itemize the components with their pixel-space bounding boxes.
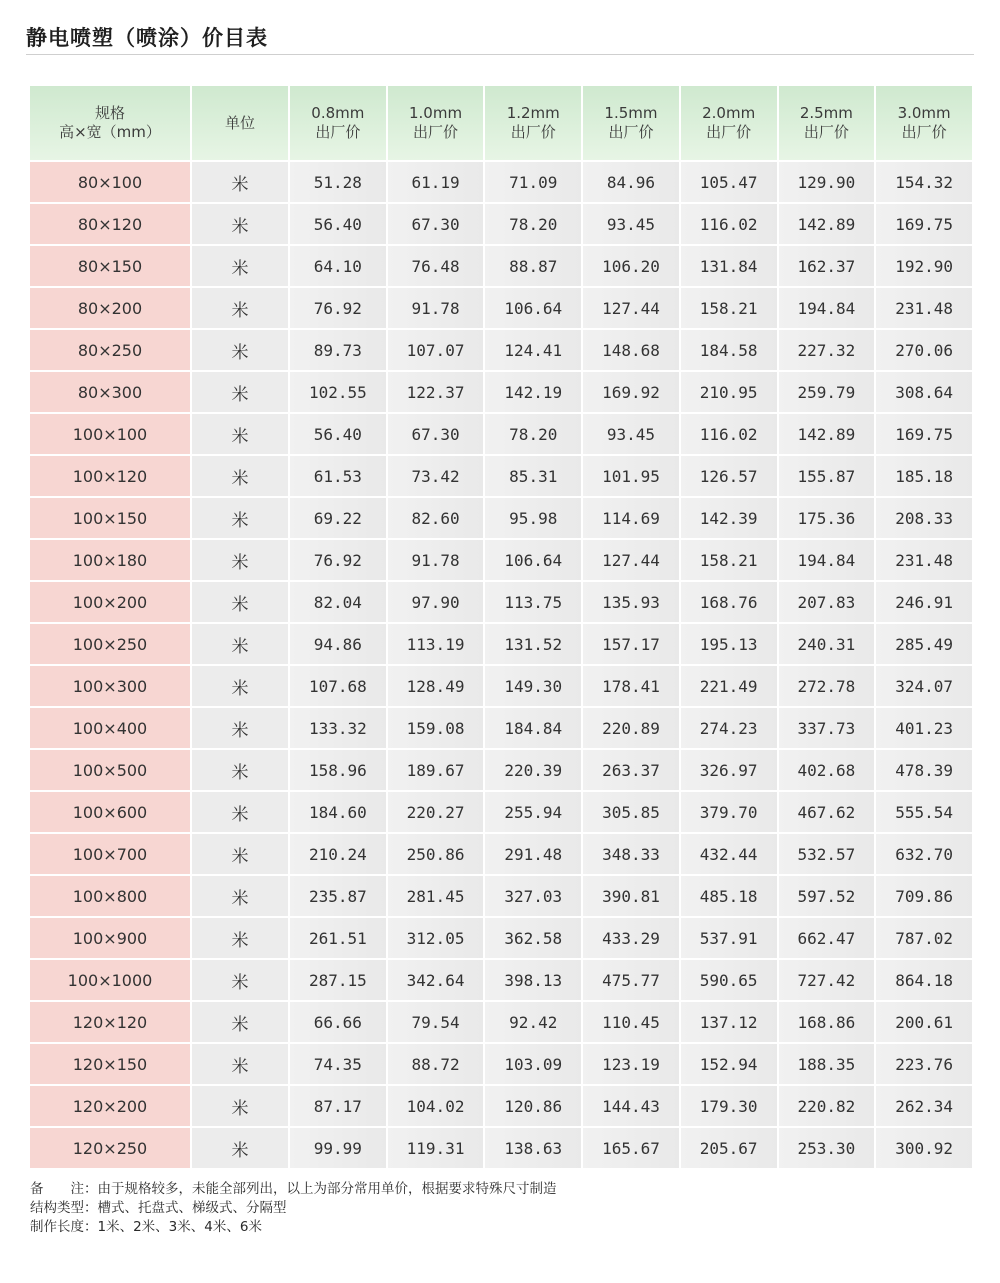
spec-cell: 100×200 [30,582,190,622]
table-row [30,750,972,790]
price-cell: 129.90 [779,162,875,202]
price-cell: 78.20 [485,414,581,454]
unit-cell: 米 [192,1002,288,1042]
price-cell: 159.08 [388,708,484,748]
price-cell: 272.78 [779,666,875,706]
price-cell: 231.48 [876,288,972,328]
column-header [681,86,777,160]
unit-cell: 米 [192,960,288,1000]
price-cell: 95.98 [485,498,581,538]
price-cell: 152.94 [681,1044,777,1084]
price-cell: 220.27 [388,792,484,832]
spec-cell: 120×250 [30,1128,190,1168]
price-cell: 188.35 [779,1044,875,1084]
price-cell: 220.82 [779,1086,875,1126]
price-cell: 259.79 [779,372,875,412]
price-cell: 262.34 [876,1086,972,1126]
price-cell: 433.29 [583,918,679,958]
price-cell: 93.45 [583,414,679,454]
price-cell: 158.21 [681,540,777,580]
price-cell: 113.75 [485,582,581,622]
price-cell: 189.67 [388,750,484,790]
price-cell: 632.70 [876,834,972,874]
table-row [30,1128,972,1168]
price-cell: 255.94 [485,792,581,832]
column-header [290,86,386,160]
price-cell: 240.31 [779,624,875,664]
spec-cell: 100×500 [30,750,190,790]
spec-cell: 100×600 [30,792,190,832]
price-cell: 362.58 [485,918,581,958]
table-row [30,540,972,580]
column-header-line1: 1.5mm [604,104,658,122]
price-cell: 79.54 [388,1002,484,1042]
price-cell: 221.49 [681,666,777,706]
spec-cell: 100×800 [30,876,190,916]
unit-cell: 米 [192,330,288,370]
column-header [192,86,288,160]
price-cell: 114.69 [583,498,679,538]
price-cell: 478.39 [876,750,972,790]
column-header-line1: 0.8mm [311,104,365,122]
price-cell: 235.87 [290,876,386,916]
unit-cell: 米 [192,624,288,664]
price-cell: 337.73 [779,708,875,748]
price-cell: 106.64 [485,288,581,328]
price-cell: 85.31 [485,456,581,496]
unit-cell: 米 [192,540,288,580]
price-cell: 131.84 [681,246,777,286]
price-cell: 312.05 [388,918,484,958]
spec-cell: 100×150 [30,498,190,538]
table-row [30,288,972,328]
column-header-line1: 1.0mm [409,104,463,122]
price-cell: 274.23 [681,708,777,748]
column-header-line1: 规格 [94,104,125,122]
price-cell: 91.78 [388,540,484,580]
unit-cell: 米 [192,666,288,706]
spec-cell: 100×700 [30,834,190,874]
price-cell: 82.60 [388,498,484,538]
table-row [30,834,972,874]
price-cell: 128.49 [388,666,484,706]
price-cell: 131.52 [485,624,581,664]
table-row [30,876,972,916]
price-cell: 210.24 [290,834,386,874]
column-header-line1: 单位 [224,113,255,132]
price-cell: 194.84 [779,540,875,580]
price-cell: 67.30 [388,204,484,244]
price-cell: 97.90 [388,582,484,622]
price-cell: 119.31 [388,1128,484,1168]
price-cell: 178.41 [583,666,679,706]
column-header-line2: 出厂价 [803,123,849,141]
unit-cell: 米 [192,1044,288,1084]
price-cell: 124.41 [485,330,581,370]
price-cell: 168.86 [779,1002,875,1042]
price-cell: 120.86 [485,1086,581,1126]
price-cell: 342.64 [388,960,484,1000]
price-cell: 123.19 [583,1044,679,1084]
price-cell: 88.87 [485,246,581,286]
price-table [28,84,974,1170]
price-cell: 103.09 [485,1044,581,1084]
price-cell: 184.60 [290,792,386,832]
column-header-line1: 3.0mm [897,104,951,122]
price-cell: 142.89 [779,414,875,454]
table-row [30,1086,972,1126]
price-cell: 379.70 [681,792,777,832]
note-remark: 备 注：由于规格较多，未能全部列出，以上为部分常用单价，根据要求特殊尺寸制造 [30,1181,557,1197]
price-cell: 402.68 [779,750,875,790]
price-cell: 220.39 [485,750,581,790]
note-lengths: 制作长度：1米、2米、3米、4米、6米 [30,1219,262,1235]
price-cell: 155.87 [779,456,875,496]
price-cell: 169.92 [583,372,679,412]
price-cell: 67.30 [388,414,484,454]
price-cell: 101.95 [583,456,679,496]
unit-cell: 米 [192,792,288,832]
price-cell: 89.73 [290,330,386,370]
unit-cell: 米 [192,498,288,538]
column-header [876,86,972,160]
table-row [30,246,972,286]
table-row [30,456,972,496]
price-cell: 227.32 [779,330,875,370]
price-cell: 270.06 [876,330,972,370]
column-header-line1: 1.2mm [506,104,560,122]
table-row [30,498,972,538]
price-cell: 137.12 [681,1002,777,1042]
price-cell: 168.76 [681,582,777,622]
price-cell: 66.66 [290,1002,386,1042]
table-row [30,666,972,706]
unit-cell: 米 [192,582,288,622]
unit-cell: 米 [192,918,288,958]
unit-cell: 米 [192,372,288,412]
price-cell: 116.02 [681,204,777,244]
price-cell: 56.40 [290,414,386,454]
column-header [779,86,875,160]
table-row [30,582,972,622]
spec-cell: 120×150 [30,1044,190,1084]
price-cell: 116.02 [681,414,777,454]
table-row [30,708,972,748]
price-cell: 122.37 [388,372,484,412]
price-cell: 142.39 [681,498,777,538]
price-cell: 135.93 [583,582,679,622]
price-cell: 61.53 [290,456,386,496]
spec-cell: 120×200 [30,1086,190,1126]
price-cell: 253.30 [779,1128,875,1168]
price-cell: 88.72 [388,1044,484,1084]
unit-cell: 米 [192,204,288,244]
price-cell: 305.85 [583,792,679,832]
table-row [30,624,972,664]
price-cell: 485.18 [681,876,777,916]
spec-cell: 80×120 [30,204,190,244]
price-cell: 192.90 [876,246,972,286]
price-cell: 51.28 [290,162,386,202]
unit-cell: 米 [192,456,288,496]
price-cell: 87.17 [290,1086,386,1126]
page-title: 静电喷塑（喷涂）价目表 [26,26,268,50]
table-row [30,1002,972,1042]
price-cell: 169.75 [876,414,972,454]
price-cell: 590.65 [681,960,777,1000]
price-cell: 220.89 [583,708,679,748]
price-cell: 105.47 [681,162,777,202]
price-cell: 71.09 [485,162,581,202]
price-cell: 184.58 [681,330,777,370]
price-cell: 93.45 [583,204,679,244]
spec-cell: 100×250 [30,624,190,664]
price-cell: 142.89 [779,204,875,244]
spec-cell: 100×300 [30,666,190,706]
price-cell: 106.64 [485,540,581,580]
price-cell: 208.33 [876,498,972,538]
price-cell: 207.83 [779,582,875,622]
unit-cell: 米 [192,1086,288,1126]
column-header-line2: 高×宽（mm） [59,123,161,141]
column-header-line2: 出厂价 [706,123,752,141]
price-cell: 184.84 [485,708,581,748]
price-cell: 104.02 [388,1086,484,1126]
price-cell: 127.44 [583,540,679,580]
price-cell: 84.96 [583,162,679,202]
price-cell: 291.48 [485,834,581,874]
column-header-line2: 出厂价 [315,123,361,141]
price-cell: 300.92 [876,1128,972,1168]
table-header-row [30,86,972,160]
price-cell: 169.75 [876,204,972,244]
unit-cell: 米 [192,246,288,286]
price-cell: 107.07 [388,330,484,370]
price-cell: 285.49 [876,624,972,664]
price-cell: 133.32 [290,708,386,748]
table-row [30,1044,972,1084]
price-cell: 727.42 [779,960,875,1000]
price-cell: 126.57 [681,456,777,496]
title-divider [26,54,974,55]
spec-cell: 120×120 [30,1002,190,1042]
table-row [30,414,972,454]
price-cell: 107.68 [290,666,386,706]
spec-cell: 80×300 [30,372,190,412]
price-cell: 76.92 [290,540,386,580]
spec-cell: 100×900 [30,918,190,958]
column-header-line1: 2.5mm [799,104,853,122]
price-cell: 390.81 [583,876,679,916]
price-cell: 348.33 [583,834,679,874]
column-header [388,86,484,160]
price-cell: 110.45 [583,1002,679,1042]
price-cell: 157.17 [583,624,679,664]
price-cell: 127.44 [583,288,679,328]
table-row [30,330,972,370]
spec-cell: 80×200 [30,288,190,328]
price-cell: 73.42 [388,456,484,496]
notes-section [30,1180,557,1237]
price-cell: 113.19 [388,624,484,664]
price-cell: 148.68 [583,330,679,370]
table-row [30,204,972,244]
price-cell: 61.19 [388,162,484,202]
column-header-line2: 出厂价 [901,123,947,141]
price-cell: 250.86 [388,834,484,874]
unit-cell: 米 [192,708,288,748]
price-cell: 261.51 [290,918,386,958]
price-cell: 555.54 [876,792,972,832]
price-cell: 162.37 [779,246,875,286]
price-cell: 194.84 [779,288,875,328]
column-header-line2: 出厂价 [608,123,654,141]
table-row [30,960,972,1000]
price-cell: 662.47 [779,918,875,958]
price-cell: 91.78 [388,288,484,328]
column-header-line2: 出厂价 [510,123,556,141]
price-cell: 287.15 [290,960,386,1000]
price-cell: 78.20 [485,204,581,244]
price-cell: 82.04 [290,582,386,622]
price-cell: 106.20 [583,246,679,286]
unit-cell: 米 [192,288,288,328]
price-cell: 149.30 [485,666,581,706]
price-cell: 263.37 [583,750,679,790]
price-cell: 432.44 [681,834,777,874]
price-cell: 142.19 [485,372,581,412]
table-row [30,372,972,412]
price-cell: 308.64 [876,372,972,412]
price-cell: 158.96 [290,750,386,790]
unit-cell: 米 [192,750,288,790]
price-cell: 74.35 [290,1044,386,1084]
unit-cell: 米 [192,876,288,916]
price-cell: 92.42 [485,1002,581,1042]
price-cell: 401.23 [876,708,972,748]
price-cell: 154.32 [876,162,972,202]
column-header-line1: 2.0mm [702,104,756,122]
table-row [30,918,972,958]
spec-cell: 100×400 [30,708,190,748]
table-row [30,792,972,832]
price-cell: 175.36 [779,498,875,538]
price-cell: 532.57 [779,834,875,874]
spec-cell: 80×100 [30,162,190,202]
price-cell: 398.13 [485,960,581,1000]
price-cell: 200.61 [876,1002,972,1042]
unit-cell: 米 [192,414,288,454]
spec-cell: 100×180 [30,540,190,580]
price-cell: 165.67 [583,1128,679,1168]
price-cell: 94.86 [290,624,386,664]
price-cell: 99.99 [290,1128,386,1168]
price-cell: 537.91 [681,918,777,958]
price-cell: 223.76 [876,1044,972,1084]
price-cell: 64.10 [290,246,386,286]
column-header [583,86,679,160]
spec-cell: 100×100 [30,414,190,454]
price-cell: 205.67 [681,1128,777,1168]
price-cell: 246.91 [876,582,972,622]
table-body [30,162,972,1168]
price-cell: 327.03 [485,876,581,916]
price-cell: 158.21 [681,288,777,328]
price-cell: 864.18 [876,960,972,1000]
price-cell: 56.40 [290,204,386,244]
price-cell: 281.45 [388,876,484,916]
price-cell: 324.07 [876,666,972,706]
price-cell: 195.13 [681,624,777,664]
price-cell: 179.30 [681,1086,777,1126]
note-structure-types: 结构类型：槽式、托盘式、梯级式、分隔型 [30,1200,287,1216]
spec-cell: 80×250 [30,330,190,370]
column-header [30,86,190,160]
price-cell: 231.48 [876,540,972,580]
price-cell: 597.52 [779,876,875,916]
price-cell: 185.18 [876,456,972,496]
price-cell: 144.43 [583,1086,679,1126]
price-cell: 709.86 [876,876,972,916]
spec-cell: 80×150 [30,246,190,286]
price-cell: 76.48 [388,246,484,286]
unit-cell: 米 [192,834,288,874]
column-header-line2: 出厂价 [413,123,459,141]
unit-cell: 米 [192,1128,288,1168]
column-header [485,86,581,160]
spec-cell: 100×120 [30,456,190,496]
price-cell: 467.62 [779,792,875,832]
unit-cell: 米 [192,162,288,202]
price-cell: 76.92 [290,288,386,328]
price-cell: 787.02 [876,918,972,958]
price-cell: 102.55 [290,372,386,412]
spec-cell: 100×1000 [30,960,190,1000]
price-cell: 475.77 [583,960,679,1000]
price-cell: 326.97 [681,750,777,790]
price-cell: 138.63 [485,1128,581,1168]
price-cell: 69.22 [290,498,386,538]
price-cell: 210.95 [681,372,777,412]
table-row [30,162,972,202]
